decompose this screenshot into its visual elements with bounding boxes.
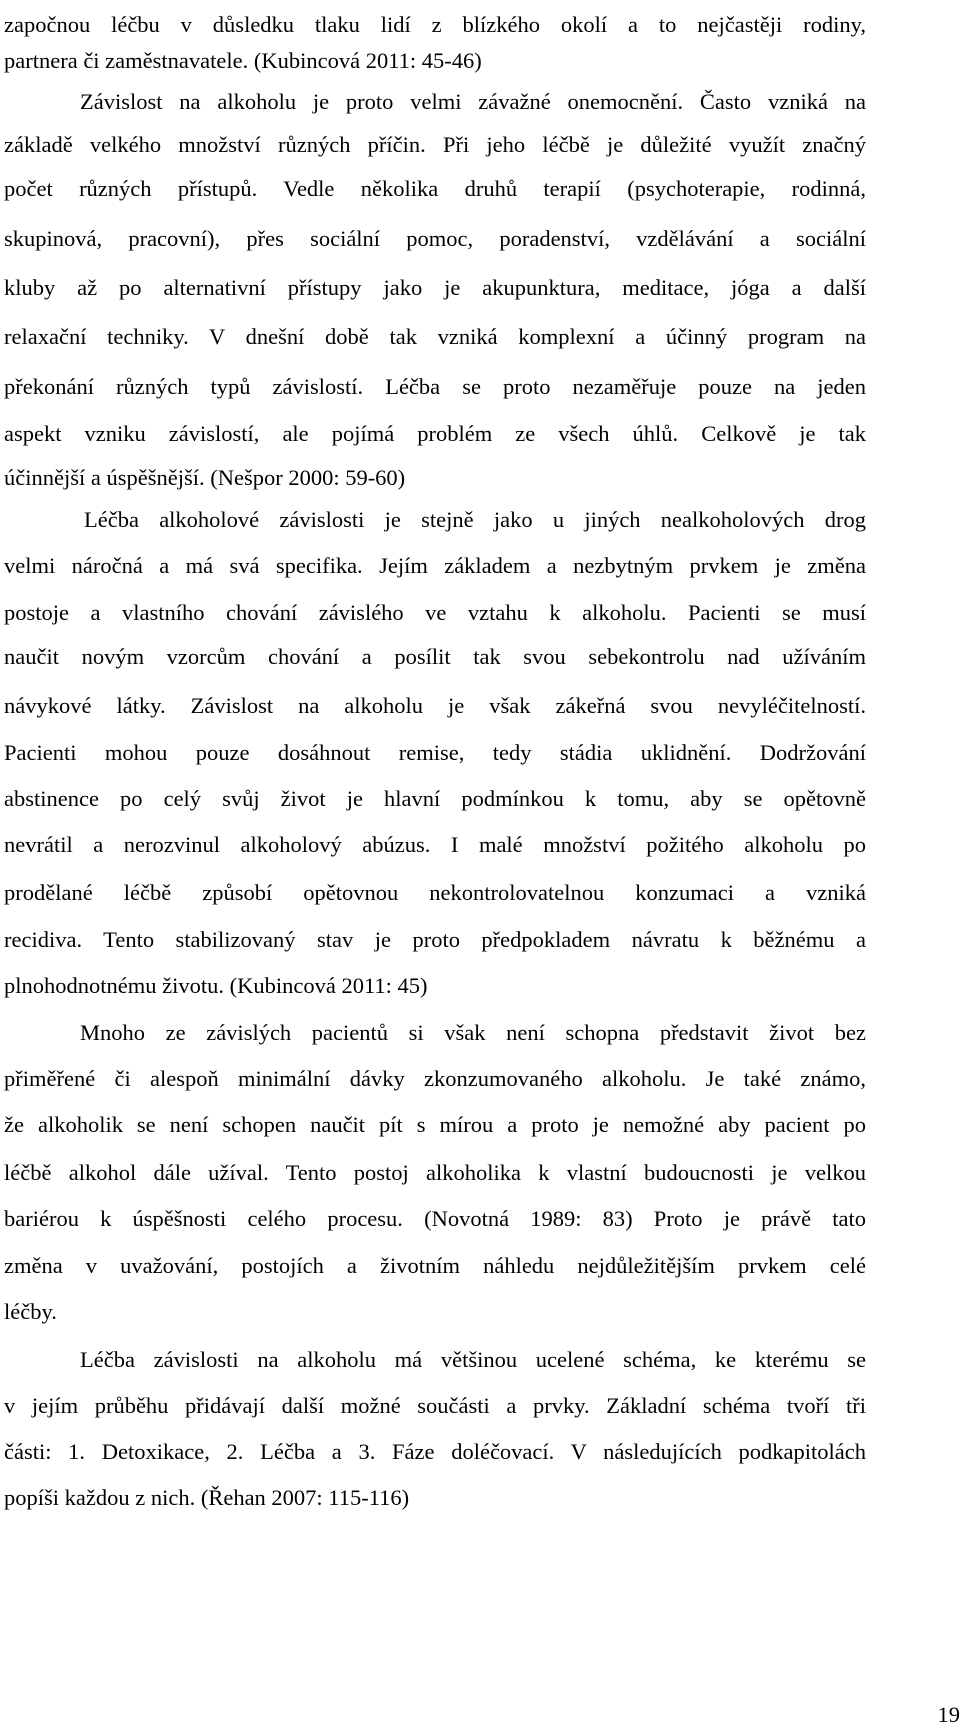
text-line: návykové látky. Závislost na alkoholu je však zákeřná svou nevyléčitelností. [4, 693, 866, 718]
text-line: započnou léčbu v důsledku tlaku lidí z blízkého okolí a to nejčastěji rodiny, [4, 12, 866, 37]
text-line: kluby až po alternativní přístupy jako je akupunktura, meditace, jóga a další [4, 275, 866, 300]
text-line: nevrátil a nerozvinul alkoholový abúzus. I malé množství požitého alkoholu po [4, 832, 866, 857]
text-line: skupinová, pracovní), přes sociální pomoc, poradenství, vzdělávání a sociální [4, 226, 866, 251]
text-line: relaxační techniky. V dnešní době tak vzniká komplexní a účinný program na [4, 324, 866, 349]
text-line: velmi náročná a má svá specifika. Jejím základem a nezbytným prvkem je změna [4, 553, 866, 578]
text-line: plnohodnotnému životu. (Kubincová 2011: 45) [4, 973, 428, 998]
text-line: účinnější a úspěšnější. (Nešpor 2000: 59-60) [4, 465, 406, 490]
text-line: v jejím průběhu přidávají další možné součásti a prvky. Základní schéma tvoří tři [4, 1393, 866, 1418]
page-number: 19 [937, 1702, 960, 1727]
text-line: naučit novým vzorcům chování a posílit tak svou sebekontrolu nad užíváním [4, 644, 866, 669]
text-line: prodělané léčbě způsobí opětovnou nekontrolovatelnou konzumaci a vzniká [4, 880, 866, 905]
text-line: základě velkého množství různých příčin. Při jeho léčbě je důležité využít značný [4, 132, 866, 157]
text-line: překonání různých typů závislostí. Léčba se proto nezaměřuje pouze na jeden [4, 374, 866, 399]
text-line: léčby. [4, 1299, 57, 1324]
text-line: postoje a vlastního chování závislého ve vztahu k alkoholu. Pacienti se musí [4, 600, 866, 625]
text-line: počet různých přístupů. Vedle několika druhů terapií (psychoterapie, rodinná, [4, 176, 866, 201]
paragraph-first-line: Léčba závislosti na alkoholu má většinou ucelené schéma, ke kterému se [80, 1347, 866, 1372]
paragraph-first-line: Léčba alkoholové závislosti je stejně jako u jiných nealkoholových drog [84, 507, 866, 532]
text-line: Pacienti mohou pouze dosáhnout remise, tedy stádia uklidnění. Dodržování [4, 740, 866, 765]
text-line: aspekt vzniku závislostí, ale pojímá problém ze všech úhlů. Celkově je tak [4, 421, 866, 446]
text-line: partnera či zaměstnavatele. (Kubincová 2011: 45-46) [4, 48, 482, 73]
paragraph-first-line: Mnoho ze závislých pacientů si však není schopna představit život bez [80, 1020, 866, 1045]
text-line: přiměřené či alespoň minimální dávky zkonzumovaného alkoholu. Je také známo, [4, 1066, 866, 1091]
text-line: části: 1. Detoxikace, 2. Léčba a 3. Fáze doléčovací. V následujících podkapitolách [4, 1439, 866, 1464]
text-line: popíši každou z nich. (Řehan 2007: 115-116) [4, 1485, 410, 1510]
text-line: léčbě alkohol dále užíval. Tento postoj alkoholika k vlastní budoucnosti je velkou [4, 1160, 866, 1185]
text-line: bariérou k úspěšnosti celého procesu. (Novotná 1989: 83) Proto je právě tato [4, 1206, 866, 1231]
paragraph-first-line: Závislost na alkoholu je proto velmi závažné onemocnění. Často vzniká na [80, 89, 866, 114]
text-line: změna v uvažování, postojích a životním náhledu nejdůležitějším prvkem celé [4, 1253, 866, 1278]
text-line: že alkoholik se není schopen naučit pít s mírou a proto je nemožné aby pacient po [4, 1112, 866, 1137]
text-line: abstinence po celý svůj život je hlavní podmínkou k tomu, aby se opětovně [4, 786, 866, 811]
text-line: recidiva. Tento stabilizovaný stav je proto předpokladem návratu k běžnému a [4, 927, 866, 952]
